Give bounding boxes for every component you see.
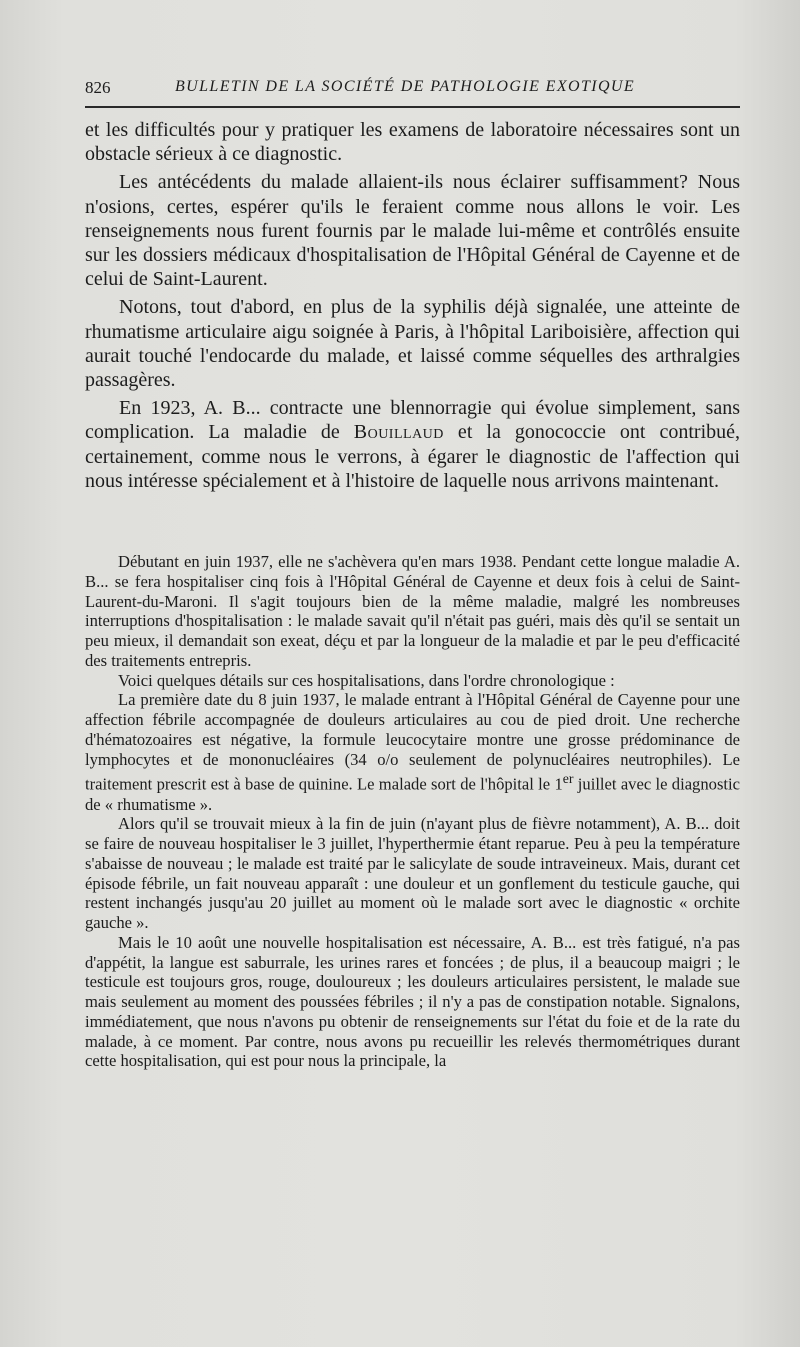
text-run: La première date du 8 juin 1937, le malade entrant à l'Hôpital Général de Cayenne pour une affection fébrile accompagnée de douleurs articulaires au cou de pied droit. Une recherche d'hématozoaires est négative, la formule leucocytaire montre une grosse prédominance de lymphocytes et de mononucléaires (34 o/o seulement de polynucléaires neutrophiles). Le traitement prescrit est à base de quinine. Le malade sort de l'hôpital le 1 bbox=[85, 690, 740, 794]
text-run: juillet avec le diagnostic de « rhumatisme ». bbox=[85, 774, 740, 814]
paragraph bbox=[85, 690, 740, 814]
case-history-text bbox=[85, 552, 740, 1071]
paragraph: Notons, tout d'abord, en plus de la syphilis déjà signalée, une atteinte de rhumatisme articulaire aigu soignée à Paris, à l'hôpital Lariboisière, affection qui aurait touché l'endocarde du malade, et laissé comme séquelles des arthralgies passagères. bbox=[85, 296, 740, 392]
journal-title: BULLETIN DE LA SOCIÉTÉ DE PATHOLOGIE EXOTIQUE bbox=[175, 78, 636, 95]
paragraph bbox=[85, 396, 740, 493]
paragraph: Alors qu'il se trouvait mieux à la fin de juin (n'ayant plus de fièvre notamment), A. B... doit se faire de nouveau hospitaliser le 3 juillet, l'hyperthermie étant reparue. Peu à peu la température s'abaisse de nouveau ; le malade est traité par le salicylate de soude intraveineux. Mais, durant cet épisode fébrile, un fait nouveau apparaît : une douleur et un gonflement du testicule gauche, qui restent inchangés jusqu'au 20 juillet au moment où le malade sort avec le diagnostic « orchite gauche ». bbox=[85, 814, 740, 933]
text-run: En 1923, A. B... contracte une blennorragie qui évolue simplement, sans complication. La maladie de bbox=[85, 397, 740, 444]
superscript: er bbox=[562, 771, 574, 787]
paragraph: Mais le 10 août une nouvelle hospitalisation est nécessaire, A. B... est très fatigué, n'a pas d'appétit, la langue est saburrale, les urines rares et foncées ; de plus, il a beaucoup maigri ; le testicule est toujours gros, rouge, douloureux ; les douleurs articulaires persistent, le malade sue mais seulement au moment des poussées fébriles ; il n'y a pas de constipation notable. Signalons, immédiatement, que nous n'avons pu obtenir de renseignements sur l'état du foie et de la rate du malade, à ce moment. Par contre, nous avons pu recueillir les relevés thermométriques durant cette hospitalisation, qui est pour nous la principale, la bbox=[85, 932, 740, 1071]
author-name: Bouillaud bbox=[353, 421, 444, 444]
paragraph: Débutant en juin 1937, elle ne s'achèvera qu'en mars 1938. Pendant cette longue maladie A. B... se fera hospitaliser cinq fois à l'Hôpital Général de Cayenne et deux fois à celui de Saint-Laurent-du-Maroni. Il s'agit toujours bien de la même maladie, malgré les nombreuses interruptions d'hospitalisation : le malade savait qu'il n'était pas guéri, mais dès qu'il se sentait un peu mieux, il demandait son exeat, déçu et par la longueur de la maladie et par le peu d'efficacité des traitements entrepris. bbox=[85, 552, 740, 670]
header-rule bbox=[85, 106, 740, 108]
main-text bbox=[85, 118, 740, 493]
text-run: et la gonococcie ont contribué, certainement, comme nous le verrons, à égarer le diagnostic de l'affection qui nous intéresse spécialement et à l'histoire de laquelle nous arrivons maintenant. bbox=[85, 421, 741, 492]
running-header bbox=[85, 78, 745, 102]
page-number: 826 bbox=[85, 78, 111, 97]
paragraph: Les antécédents du malade allaient-ils nous éclairer suffisamment? Nous n'osions, certes, espérer qu'ils le feraient comme nous allons le voir. Les renseignements nous furent fournis par le malade lui-même et contrôlés ensuite sur les dossiers médicaux d'hospitalisation de l'Hôpital Général de Cayenne et de celui de Saint-Laurent. bbox=[85, 171, 740, 291]
paragraph: Voici quelques détails sur ces hospitalisations, dans l'ordre chronologique : bbox=[118, 670, 615, 690]
paragraph: et les difficultés pour y pratiquer les examens de laboratoire nécessaires sont un obstacle sérieux à ce diagnostic. bbox=[85, 119, 740, 166]
